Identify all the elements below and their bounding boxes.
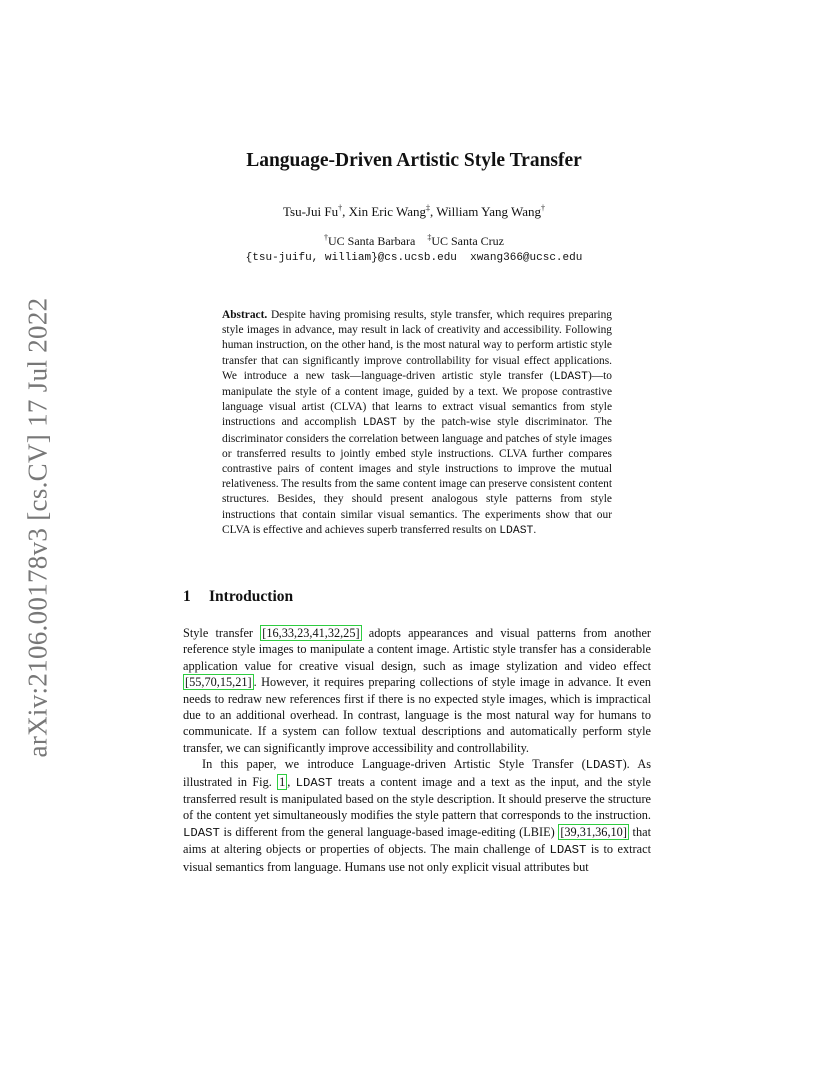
arxiv-identifier-stamp [18,294,58,760]
author-name: Tsu-Jui Fu [283,204,339,219]
email-address: xwang366@ucsc.edu [470,252,583,264]
section-title: Introduction [209,588,294,605]
figure-link[interactable]: 1 [279,774,286,789]
abstract-text: . [533,523,537,536]
affiliation-name: UC Santa Cruz [431,234,504,248]
abstract-block [222,308,612,539]
email-line [0,250,828,267]
author-name: Xin Eric Wang [348,204,426,219]
body-text: is to extract visual semantics from language. Humans use not only explicit visual attributes but [183,842,651,874]
abstract-code: LDAST [499,524,534,537]
author-list: Tsu-Jui Fu†, Xin Eric Wang‡, William Yang Wang† [283,203,545,219]
abstract-text: by the patch-wise style discriminator. The discriminator considers the correlation between language and patches of style images or transferred results to jointly embed style instructions. CLVA further compares contrastive pairs of content images and style instructions to improve the mutual relativeness. The results from the same content image can preserve consistent content structures. Besides, they should present analogous style patterns from style instructions that contain similar visual semantics. The experiments show that our CLVA is effective and achieves superb transferred results on [222,416,612,536]
affiliation-mark: † [324,233,329,242]
body-text: In this paper, we introduce Language-driven Artistic Style Transfer ( [202,757,586,772]
body-text: . However, it requires preparing collections of style image in advance. It even needs to redraw new references first if there is no expected style images, which is impractical due to an additional overhead. In contrast, language is the most natural way for humans to communicate. If a system can follow textual descriptions and automatically perform style transfer, we can significantly improve accessibility and controllability. [183,675,651,755]
body-code: LDAST [585,758,623,773]
arxiv-identifier-text: arXiv:2106.00178v3 [cs.CV] 17 Jul 2022 [22,297,53,757]
citation-link[interactable]: [55,70,15,21] [185,675,252,690]
affiliation-mark: ‡ [426,203,430,213]
body-code: LDAST [549,843,587,858]
body-text: adopts appearances and visual patterns from another reference style images to manipulate a content image. Artistic style transfer has a considerable application value for creative visual design, such as image stylization and video effect [183,626,651,673]
section-heading [183,588,293,606]
body-text: Style transfer [183,626,261,640]
affiliations-block [0,233,828,267]
citation-link[interactable]: [39,31,36,10] [560,824,627,839]
body-text: treats a content image and a text as the input, and the style transferred result is manipulated based on the style description. It should preserve the structure of the content yet simultaneously modifies the style pattern that corresponds to the instruction. [183,774,651,823]
body-code: LDAST [295,775,333,790]
body-text: ). As illustrated in Fig. [183,757,652,789]
section-number: 1 [183,588,191,605]
abstract-code: LDAST [362,417,397,430]
email-address: {tsu-juifu, william}@cs.ucsb.edu [245,252,457,264]
paper-title: Language-Driven Artistic Style Transfer [246,150,582,171]
intro-paragraph [183,625,651,756]
abstract-code: LDAST [553,370,588,383]
body-text: that aims at altering objects or properties of objects. The main challenge of [183,824,651,857]
body-text: is different from the general language-based image-editing (LBIE) [219,824,559,839]
abstract-text: Despite having promising results, style transfer, which requires preparing style images in advance, may result in lack of creativity and accessibility. Following human instruction, on the other hand, is the most natural way to perform artistic style transfer that can significantly improve controllability for visual effect applications. We introduce a new task—language-driven artistic style transfer ( [222,309,612,382]
abstract-label: Abstract. [222,309,268,321]
affiliation-mark: † [540,203,545,213]
body-text: , [287,774,296,789]
citation-link[interactable]: [16,33,23,41,32,25] [262,626,360,640]
intro-paragraph [183,756,651,875]
body-code: LDAST [183,825,220,840]
affiliation-mark: † [338,203,343,213]
introduction-body [183,625,651,875]
affiliation-mark: ‡ [427,233,432,242]
affiliation-line [0,233,828,250]
abstract-text: )—to manipulate the style of a content image, guided by a text. We propose contrastive language visual artist (CLVA) that learns to extract visual semantics from style instructions and accomplish [222,369,612,429]
affiliation-name: UC Santa Barbara [328,234,416,248]
author-name: William Yang Wang [436,204,541,219]
